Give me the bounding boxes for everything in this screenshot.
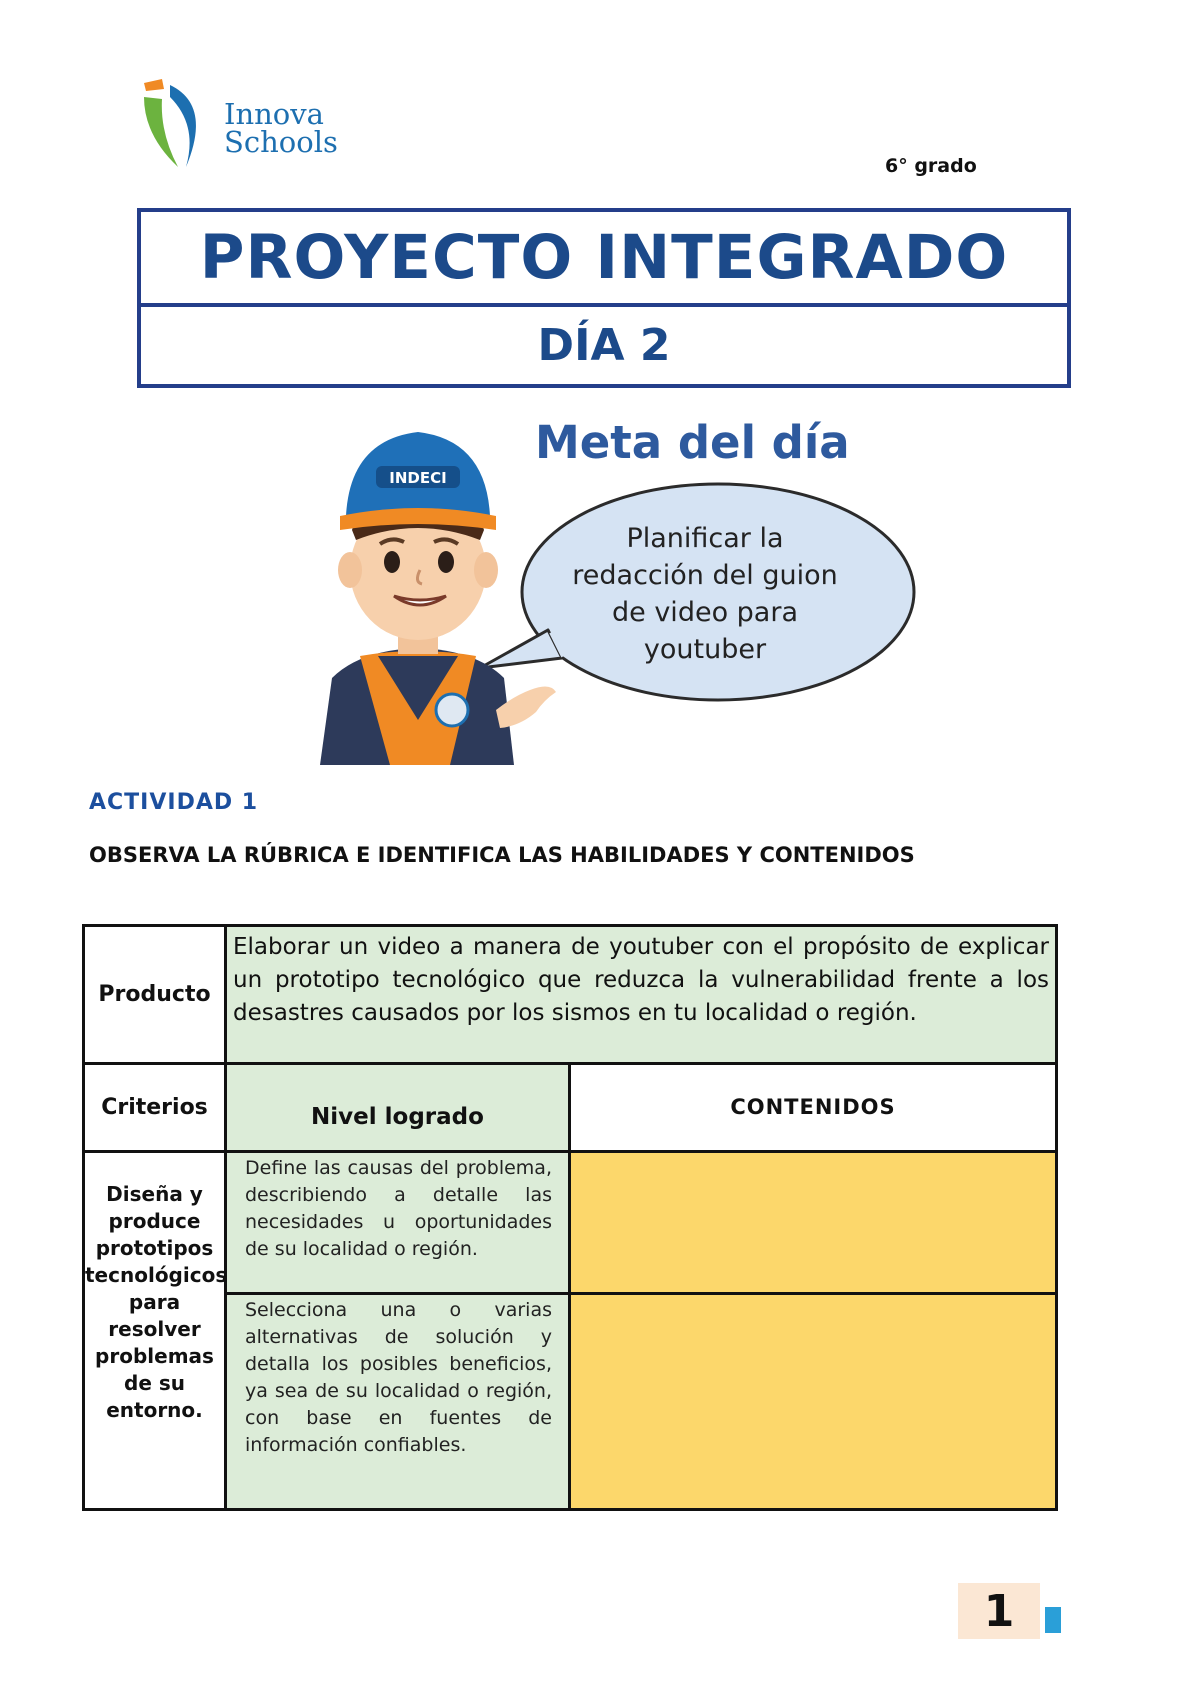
header-row [84,1064,1057,1152]
level-label: Nivel logrado [226,1064,570,1152]
logo-text-schools: Schools [224,125,338,159]
innova-schools-logo [140,75,360,175]
goal-line-3: de video para [612,597,798,628]
goal-line-2: redacción del guion [572,560,838,591]
goal-heading: Meta del día [535,416,850,469]
goal-line-1: Planificar la [626,523,784,554]
level-description-2: Selecciona una o varias alternativas de solución y detalla los posibles beneficios, ya sea de su localidad o región, con base en fuentes de información confiables. [226,1294,570,1510]
mascot-illustration [300,420,600,765]
product-description: Elaborar un video a manera de youtuber con el propósito de explicar un prototipo tecnológico que reduzca la vulnerabilidad frente a los desastres causados por los sismos en tu localidad o región. [226,926,1057,1064]
level-description-1: Define las causas del problema, describiendo a detalle las necesidades u oportunidades de su localidad o región. [226,1152,570,1294]
criterion-text: Diseña y produce prototipos tecnológicos para resolver problemas de su entorno. [84,1152,226,1510]
contents-cell-2[interactable] [570,1294,1057,1510]
grade-label: 6° grado [885,155,977,177]
contents-label: CONTENIDOS [570,1064,1057,1152]
logo-mark-icon [140,75,220,175]
activity-instruction: OBSERVA LA RÚBRICA E IDENTIFICA LAS HABILIDADES Y CONTENIDOS [89,843,915,867]
level-row-1 [84,1152,1057,1294]
day-title: DÍA 2 [537,320,671,371]
page-number: 1 [958,1583,1040,1639]
product-label: Producto [84,926,226,1064]
page-marker [1045,1607,1061,1633]
goal-text [560,520,850,668]
criteria-label: Criterios [84,1064,226,1152]
logo-text-innova: Innova [224,97,324,131]
product-row [84,926,1057,1064]
cap-text: INDECI [389,469,447,487]
rubric-table [82,924,1058,1511]
goal-line-4: youtuber [643,634,767,665]
level-row-2 [84,1294,1057,1510]
project-title: PROYECTO INTEGRADO [141,212,1067,307]
title-box [137,208,1071,388]
activity-label: ACTIVIDAD 1 [89,790,259,815]
contents-cell-1[interactable] [570,1152,1057,1294]
